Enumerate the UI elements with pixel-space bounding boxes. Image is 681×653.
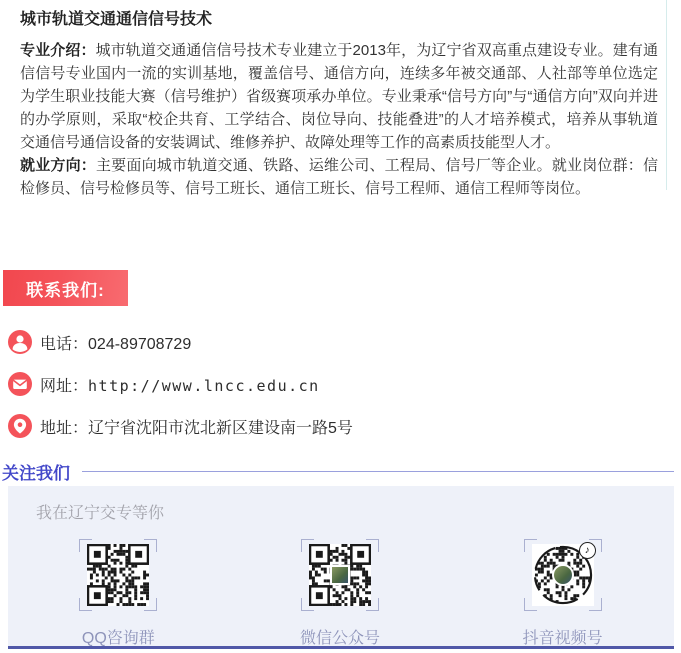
music-note-icon: ♪ — [579, 542, 596, 559]
user-icon — [8, 330, 32, 354]
contact-row-phone — [8, 330, 353, 354]
contact-us-banner — [3, 270, 128, 306]
wechat-qr-code — [309, 544, 371, 606]
follow-us-header — [2, 459, 674, 484]
mail-icon — [8, 372, 32, 396]
qq-qr-code — [87, 544, 149, 606]
address-text: 地址：辽宁省沈阳市沈北新区建设南一路5号 — [40, 419, 353, 437]
location-pin-icon — [8, 414, 32, 438]
career-description — [20, 154, 658, 200]
wechat-qr-label: 微信公众号 — [299, 630, 380, 647]
phone-number: 024-89708729 — [88, 335, 192, 353]
career-label: 就业方向： — [20, 157, 96, 174]
major-intro-text: 城市轨道交通通信信号技术专业建立于2013年，为辽宁省双高重点建设专业。建有通信信号专业国内一流的实训基地，覆盖信号、通信方向，连续多年被交通部、人社部等单位选定为学生职业技能大赛（信号维护）省级赛项承办单位。专业秉承“信号方向”与“通信方向”双向并进的办学原则，采取“校企共育、工学结合、岗位导向、技能叠进”的人才培养模式，培养从事轨道交通信号通信设备的安装调试、维修养护、故障处理等工作的高素质技能型人才。 — [20, 42, 658, 151]
douyin-qr-label: 抖音视频号 — [522, 630, 603, 647]
address-value: 辽宁省沈阳市沈北新区建设南一路5号 — [88, 419, 353, 437]
program-description — [20, 39, 658, 154]
follow-us-title: 关注我们 — [2, 464, 70, 483]
qr-column-douyin — [523, 539, 603, 648]
right-border-line — [666, 0, 667, 190]
website-text: 网址：http://www.lncc.edu.cn — [40, 376, 320, 395]
qr-column-qq — [79, 539, 157, 648]
wechat-qr-logo — [330, 565, 350, 585]
header-divider-line — [82, 471, 674, 472]
major-intro-label: 专业介绍： — [20, 42, 96, 59]
contact-row-website — [8, 372, 353, 396]
douyin-qr-logo — [552, 564, 574, 586]
qr-column-wechat — [300, 539, 380, 648]
qq-qr-label: QQ咨询群 — [81, 630, 155, 647]
douyin-qr-code — [532, 544, 594, 606]
qr-code-row — [8, 539, 674, 648]
contact-us-label: 联系我们: — [26, 280, 105, 300]
contact-list — [8, 330, 353, 438]
website-link[interactable]: http://www.lncc.edu.cn — [88, 376, 320, 395]
program-intro-section — [20, 10, 658, 200]
qr-frame — [301, 539, 379, 611]
panel-slogan: 我在辽宁交专等你 — [36, 505, 165, 522]
contact-row-address — [8, 414, 353, 438]
follow-us-panel — [8, 486, 674, 649]
qr-frame — [524, 539, 602, 611]
phone-text: 电话：024-89708729 — [40, 335, 192, 353]
qr-frame — [79, 539, 157, 611]
program-title: 城市轨道交通通信信号技术 — [20, 11, 213, 28]
career-text: 主要面向城市轨道交通、铁路、运维公司、工程局、信号厂等企业。就业岗位群：信检修员、信号检修员等、信号工班长、通信工班长、信号工程师、通信工程师等岗位。 — [20, 157, 658, 197]
